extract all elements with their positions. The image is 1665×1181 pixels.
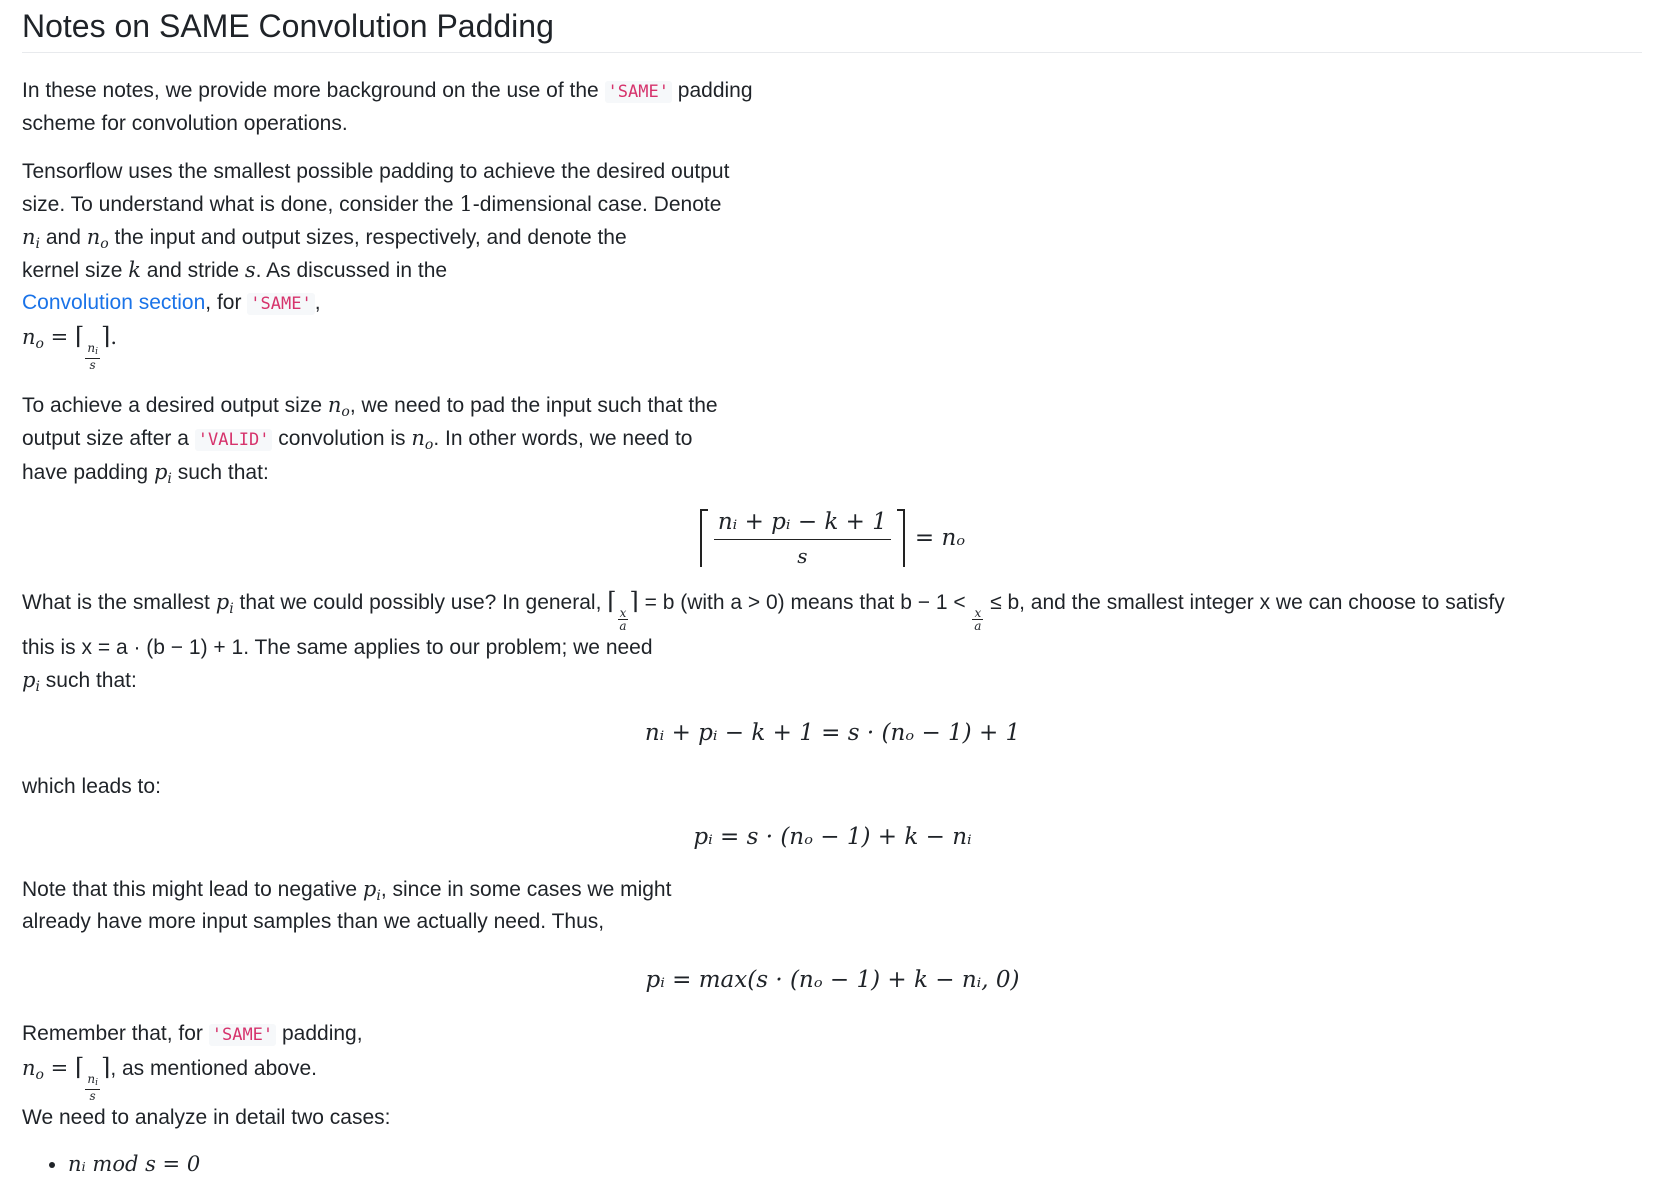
equation-2: nᵢ + pᵢ − k + 1 = s · (nₒ − 1) + 1	[644, 720, 1021, 746]
math-no: $n_o$	[86, 225, 109, 252]
which-leads-to: which leads to:	[22, 775, 161, 798]
ceil-expression	[700, 509, 905, 568]
text: such that:	[171, 461, 269, 484]
text: such that:	[39, 669, 137, 692]
text: Remember that, for	[22, 1022, 209, 1045]
math-pi: $p_i$	[362, 877, 381, 904]
math: 1	[459, 192, 473, 216]
fraction-denominator: s	[797, 543, 808, 568]
text: convolution is	[272, 427, 412, 450]
text: , since in some cases we might	[380, 878, 672, 901]
text: ,	[314, 291, 321, 314]
math-k: k	[128, 258, 141, 282]
text: this is x = a · (b − 1) + 1	[22, 636, 244, 659]
text: = b (with a > 0) means that b − 1 <	[638, 591, 972, 614]
inline-code: 'SAME'	[247, 293, 314, 315]
smallest-padding-paragraph: What is the smallest $p_i$ that we could possibly use? In general, ⌈ $\frac{x}{a}$ ⌉ = b (with a > 0) means that b − 1 < $\frac{x}{a}$ ≤ b, and the smallest integer x we can choose to satisfy this is x = a · (b − 1) + 1. The same applies to our problem; we need $p_i$ such that:	[22, 587, 1505, 695]
text: Tensorflow uses the smallest possible padding to achieve the desired output	[22, 160, 730, 183]
text: Note that this might lead to negative	[22, 878, 363, 901]
text: output size after a	[22, 427, 195, 450]
text: What is the smallest	[22, 591, 216, 614]
math-no: $n_o$	[411, 426, 434, 453]
math-ni: $n_i$	[22, 225, 41, 252]
list-item	[68, 1148, 1643, 1181]
text: padding,	[276, 1022, 363, 1045]
fraction-numerator: nᵢ + pᵢ − k + 1	[714, 509, 891, 540]
left-ceil-bracket	[700, 509, 708, 567]
text: To achieve a desired output size	[22, 394, 328, 417]
text: and stride	[140, 259, 245, 282]
same-padding-paragraph	[22, 1018, 782, 1134]
padding-paragraph	[22, 389, 782, 489]
text: In these notes, we provide more background on the use of the	[22, 79, 605, 102]
text: size. To understand what is done, consider the	[22, 193, 460, 216]
negative-padding-paragraph	[22, 873, 782, 938]
page-title: Notes on SAME Convolution Padding	[22, 0, 1642, 53]
text: have padding	[22, 461, 154, 484]
text: padding	[671, 79, 753, 102]
tensorflow-paragraph	[22, 156, 782, 371]
equation-4: pᵢ = max(s · (nₒ − 1) + k − nᵢ, 0)	[645, 967, 1020, 993]
text: We need to analyze in detail two cases:	[22, 1106, 391, 1129]
text: scheme for convolution operations.	[22, 112, 348, 135]
text: kernel size	[22, 259, 129, 282]
math-s: s	[244, 258, 256, 282]
inline-code: 'VALID'	[195, 429, 273, 451]
text: ≤ b, and the smallest integer x we can choose to satisfy	[984, 591, 1505, 614]
cases-list	[22, 1148, 1643, 1181]
text: , as mentioned above.	[110, 1057, 317, 1080]
math-pi: $p_i$	[215, 590, 234, 617]
text: -dimensional case. Denote	[472, 193, 722, 216]
text: , we need to pad the input such that the	[349, 394, 718, 417]
text: , for	[205, 291, 248, 314]
math-pi: $p_i$	[22, 668, 40, 695]
text: . The same applies to our problem; we need	[243, 636, 653, 659]
text: . As discussed in the	[255, 259, 448, 282]
text: and	[40, 226, 87, 249]
math-no-formula: $n_o$ = ⌈ $\frac{n_i}{s}$ ⌉.	[22, 322, 118, 372]
text: already have more input samples than we actually need. Thus,	[22, 910, 605, 933]
text: . In other words, we need to	[433, 427, 693, 450]
fraction	[714, 509, 891, 568]
math-no-formula: $n_o$ = ⌈ $\frac{n_i}{s}$ ⌉	[22, 1053, 111, 1103]
text: the input and output sizes, respectively, and denote the	[108, 226, 627, 249]
math-pi: $p_i$	[153, 460, 172, 487]
right-ceil-bracket	[897, 509, 905, 567]
case-1-math: nᵢ mod s = 0	[68, 1152, 201, 1176]
convolution-section-link[interactable]: Convolution section	[22, 291, 206, 314]
math-no: $n_o$	[327, 393, 350, 420]
text: that we could possibly use? In general,	[233, 591, 608, 614]
intro-paragraph	[22, 75, 782, 140]
inline-code: 'SAME'	[605, 81, 672, 103]
inline-code: 'SAME'	[209, 1024, 276, 1046]
equation-rhs: = nₒ	[914, 525, 966, 551]
equation-3: pᵢ = s · (nₒ − 1) + k − nᵢ	[693, 824, 972, 850]
equation-ceil	[22, 503, 1643, 573]
